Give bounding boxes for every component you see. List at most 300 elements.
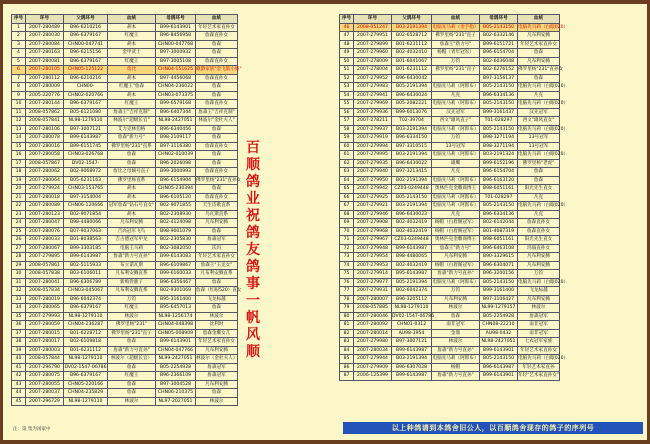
notice-ribbon: 以上种鸽请到本鸽舍旧公人，以百顺鸽舍现存的鸽子的序列号 bbox=[343, 422, 643, 434]
cell-sb: 奥林匹克金雕商博王 bbox=[432, 236, 480, 245]
cell-no: 14 bbox=[12, 134, 26, 143]
cell-sire: B96-6430042 bbox=[392, 74, 432, 83]
cell-sb: 凡布利安腾 bbox=[108, 219, 156, 228]
table-row bbox=[12, 304, 238, 313]
cell-db: 凡布利安腾 bbox=[518, 253, 560, 262]
cell-dam: AU98-0432 bbox=[480, 329, 518, 338]
cell-no: 70 bbox=[340, 227, 354, 236]
cell-dam: B05-2143150 bbox=[480, 23, 518, 32]
cell-db: 詹森王"玉龙女" bbox=[196, 261, 238, 270]
cell-db: 乌瓦斯直系 bbox=[196, 210, 238, 219]
cell-sb: 杨帽（白眉阁冠军） bbox=[432, 219, 480, 228]
cell-db: 詹森直孙女 bbox=[196, 32, 238, 41]
cell-sb: 汉先冠军 bbox=[432, 108, 480, 117]
col-ring: 环号 bbox=[26, 15, 64, 24]
cell-db: 西文"雄风直女" bbox=[518, 117, 560, 126]
cell-ring: 2008-057861 bbox=[26, 261, 64, 270]
left-page bbox=[3, 4, 325, 440]
cell-dam: CHN02-010039 bbox=[156, 151, 196, 160]
cell-ring: 2007-280059 bbox=[26, 321, 64, 330]
table-row bbox=[12, 244, 238, 253]
cell-no: 42 bbox=[12, 372, 26, 381]
cell-dam: B05-2143150 bbox=[480, 355, 518, 364]
cell-sb: 电脑先马莉（阿郎布） bbox=[432, 84, 479, 90]
cell-sire: B05-2191394 bbox=[392, 278, 432, 287]
cell-ring: 2007-279908 bbox=[354, 219, 392, 228]
table-row bbox=[340, 23, 560, 32]
cell-ring: 2008-057844 bbox=[26, 355, 64, 364]
cell-ring: 2007-280144 bbox=[26, 100, 64, 109]
table-row bbox=[340, 74, 560, 83]
cell-ring: 2007-279953 bbox=[354, 261, 392, 270]
table-row bbox=[12, 278, 238, 287]
table-row bbox=[340, 100, 560, 109]
cell-no: 8 bbox=[12, 83, 26, 92]
table-row bbox=[340, 83, 560, 92]
table-row bbox=[340, 304, 560, 313]
cell-no: 82 bbox=[340, 329, 354, 338]
cell-dam: B96-6407344 bbox=[156, 108, 196, 117]
cell-db: 凡布利安腾 bbox=[518, 261, 560, 270]
cell-sb: 詹森"新力号直孙" bbox=[108, 346, 156, 355]
cell-sire: NL98-1279110 bbox=[392, 304, 432, 313]
cell-sb: 电脑先马莉（阿郎布） bbox=[432, 177, 479, 183]
cell-sire: CHN06-120666 bbox=[64, 202, 108, 211]
cell-sb: 凡布利安腾直系 bbox=[108, 270, 156, 279]
cell-sire: B02-4032419 bbox=[392, 261, 432, 270]
cell-dam: B99-6152196 bbox=[480, 159, 518, 168]
cell-db: 凡克 bbox=[518, 210, 560, 219]
cell-sb: 林波尔 bbox=[432, 304, 480, 313]
cell-no: 10 bbox=[12, 100, 26, 109]
cell-sire: B96-6210216 bbox=[64, 74, 108, 83]
cell-ring: 2007-280076 bbox=[26, 227, 64, 236]
cell-no: 2 bbox=[12, 32, 26, 41]
cell-ring: 2007-279936 bbox=[354, 108, 392, 117]
cell-ring: 2007-279967 bbox=[354, 236, 392, 245]
cell-ring: 2007-280067 bbox=[26, 244, 64, 253]
cell-sire: CHN03-026768 bbox=[64, 151, 108, 160]
cell-ring: 2008-057867 bbox=[26, 159, 64, 168]
cell-db: 年轻"艺术家直孙女" bbox=[518, 373, 559, 379]
cell-no: 86 bbox=[340, 363, 354, 372]
cell-db: 凡克 bbox=[518, 91, 560, 100]
cell-ring: 2008-057862 bbox=[26, 108, 64, 117]
cell-no: 19 bbox=[12, 176, 26, 185]
cell-sire: B99-6143987 bbox=[392, 346, 432, 355]
cell-ring: 2007-280489 bbox=[26, 23, 64, 32]
cell-ring: 2007-280017 bbox=[26, 338, 64, 347]
cell-no: 80 bbox=[340, 312, 354, 321]
cell-sb: 吉高冠军飞鸟 bbox=[108, 227, 156, 236]
cell-no: 38 bbox=[12, 338, 26, 347]
cell-dam: B95-3161400 bbox=[156, 295, 196, 304]
cell-sire: B02-5115933 bbox=[64, 261, 108, 270]
cell-dam: CHN06-210375 bbox=[156, 389, 196, 398]
cell-sire: B02-6528712 bbox=[392, 32, 432, 41]
table-row bbox=[340, 278, 560, 287]
cell-no: 44 bbox=[12, 389, 26, 398]
col-sire: 父鸽环号 bbox=[64, 15, 108, 24]
cell-db: 凡布利安腾 bbox=[196, 380, 238, 389]
cell-no: 59 bbox=[340, 134, 354, 143]
cell-db: 年轻艺术家直孙女 bbox=[518, 40, 560, 49]
cell-no: 49 bbox=[340, 49, 354, 58]
cell-dam: B96-6304071 bbox=[480, 261, 518, 270]
cell-ring: 2008-057834 bbox=[26, 287, 64, 296]
table-row bbox=[340, 66, 560, 75]
cell-sb: 凡克 bbox=[432, 210, 480, 219]
cell-sire: B99-6143987 bbox=[64, 253, 108, 262]
cell-no: 39 bbox=[12, 346, 26, 355]
cell-ring: 2007-279941 bbox=[354, 91, 392, 100]
cell-dam: B96-6154704 bbox=[480, 49, 518, 58]
table-row bbox=[340, 151, 560, 160]
cell-dam: B02-6036048 bbox=[480, 57, 518, 66]
cell-sire: B03-2191394 bbox=[392, 125, 432, 134]
cell-no: 27 bbox=[12, 244, 26, 253]
cell-sire: B96-3205112 bbox=[392, 295, 432, 304]
cell-db: 詹森 bbox=[196, 389, 238, 398]
cell-ring: 2006-125399 bbox=[354, 372, 392, 381]
cell-sb: 万钧 bbox=[432, 287, 480, 296]
cell-db: 詹森王"吉祥克制" bbox=[196, 108, 238, 117]
cell-db: 詹森直孙女 bbox=[196, 74, 238, 83]
cell-no: 57 bbox=[340, 117, 354, 126]
cell-sire: NL98-1279110 bbox=[64, 355, 108, 364]
table-row bbox=[340, 168, 560, 177]
table-row bbox=[340, 338, 560, 347]
cell-no: 31 bbox=[12, 278, 26, 287]
table-row bbox=[340, 363, 560, 372]
cell-no: 76 bbox=[340, 278, 354, 287]
col-dam: 母鸽环号 bbox=[156, 15, 196, 24]
cell-ring: 2007-279931 bbox=[354, 287, 392, 296]
table-row bbox=[12, 389, 238, 398]
cell-sb: 凡布利安腾 bbox=[432, 253, 480, 262]
cell-sire: CZ03-0249448 bbox=[392, 236, 432, 245]
table-row bbox=[340, 32, 560, 41]
cell-sire: CHN03-045067 bbox=[64, 287, 108, 296]
cell-sire: B01-6041067 bbox=[392, 57, 432, 66]
cell-ring: 2007-280062 bbox=[26, 168, 64, 177]
cell-dam: B96-8456958 bbox=[156, 32, 196, 41]
table-row bbox=[12, 142, 238, 151]
cell-db: 佛罗里杨"231"直孙女 bbox=[518, 67, 564, 73]
cell-sire: CHN01-0312 bbox=[392, 321, 432, 330]
cell-no: 79 bbox=[340, 304, 354, 313]
cell-db: 詹森 bbox=[196, 49, 238, 58]
cell-sb: 电脑先马莉（阿郎布） bbox=[432, 356, 479, 362]
cell-no: 35 bbox=[12, 312, 26, 321]
cell-no: 58 bbox=[340, 125, 354, 134]
cell-sb: 詹森"新力号直孙" bbox=[108, 253, 156, 262]
cell-db: 沃玛 bbox=[196, 244, 238, 253]
cell-sb bbox=[432, 74, 480, 83]
right-page bbox=[325, 4, 647, 440]
cell-ring: 2007-279909 bbox=[354, 363, 392, 372]
table-row bbox=[12, 312, 238, 321]
table-row bbox=[12, 83, 238, 92]
cell-no: 77 bbox=[340, 287, 354, 296]
cell-db: 飞龙标越 bbox=[518, 287, 560, 296]
cell-sire: B01-6228712 bbox=[64, 329, 108, 338]
col-dam: 母鸽环号 bbox=[480, 15, 518, 24]
cell-sire: B03-2191394 bbox=[392, 202, 432, 211]
table-row bbox=[340, 321, 560, 330]
cell-sb: 万钧 bbox=[108, 295, 156, 304]
table-row bbox=[340, 261, 560, 270]
cell-dam: B96-2026098 bbox=[156, 159, 196, 168]
cell-ring: 2007-279944 bbox=[354, 355, 392, 364]
cell-dam: B02-9071855 bbox=[156, 202, 196, 211]
table-header-row bbox=[12, 15, 238, 24]
cell-sb: 詹森"新力号直孙" bbox=[432, 346, 480, 355]
cell-db: 詹森冠军 bbox=[196, 363, 238, 372]
cell-db: 13号冠军 bbox=[518, 142, 560, 151]
table-row bbox=[12, 32, 238, 41]
table-row bbox=[12, 363, 238, 372]
cell-dam: B99-6579168 bbox=[156, 100, 196, 109]
cell-dam: CHN08-22210 bbox=[480, 321, 518, 330]
cell-sb: 凡克 bbox=[432, 91, 480, 100]
cell-db: 詹森直孙女 bbox=[518, 219, 560, 228]
cell-db: 詹森直孙女 bbox=[196, 168, 238, 177]
table-row bbox=[340, 219, 560, 228]
cell-no: 81 bbox=[340, 321, 354, 330]
cell-ring: 2007-279993 bbox=[26, 312, 64, 321]
cell-ring: 2007-279995 bbox=[354, 151, 392, 160]
cell-sire: B05-6121080 bbox=[64, 108, 108, 117]
table-row bbox=[340, 355, 560, 364]
cell-dam: B99-3161400 bbox=[480, 287, 518, 296]
cell-sire: B05-2191394 bbox=[392, 83, 432, 92]
cell-no: 45 bbox=[12, 397, 26, 406]
cell-dam: B96-6334136 bbox=[480, 91, 518, 100]
cell-ring: 2007-280009 bbox=[26, 83, 64, 92]
cell-db: 詹森 bbox=[196, 278, 238, 287]
cell-sire: B02-4032410 bbox=[392, 49, 432, 58]
table-row bbox=[12, 380, 238, 389]
cell-db: 凡布利安腾 bbox=[196, 346, 238, 355]
cell-dam: B05-2254928 bbox=[480, 312, 518, 321]
cell-ring: 2007-279960 bbox=[354, 49, 392, 58]
table-row bbox=[12, 66, 238, 75]
cell-dam: B96-3200156 bbox=[480, 270, 518, 279]
cell-sire: B96-6379167 bbox=[64, 100, 108, 109]
cell-sb: 凡布利安腾直系 bbox=[108, 287, 156, 296]
cell-dam: NL98-1256174 bbox=[156, 312, 196, 321]
cell-sire: B02-6109818 bbox=[64, 338, 108, 347]
cell-ring: 2007-279914 bbox=[354, 270, 392, 279]
cell-sire: B96-6334150 bbox=[392, 134, 432, 143]
cell-dam: B02-3082050 bbox=[156, 244, 196, 253]
cell-sb: 佛罗里杨"231"直子 bbox=[432, 32, 480, 41]
cell-dam: B98-6051161 bbox=[480, 236, 518, 245]
cell-db: 林波尔 bbox=[196, 312, 238, 321]
table-row bbox=[340, 176, 560, 185]
table-row bbox=[12, 91, 238, 100]
cell-ring: 2007-280055 bbox=[26, 380, 64, 389]
cell-sb: 冠军詹森"钻石号直女" bbox=[108, 203, 155, 209]
cell-no: 33 bbox=[12, 295, 26, 304]
cell-db: 玛瑙直孙女 bbox=[518, 244, 560, 253]
cell-sb: 詹森 bbox=[108, 159, 156, 168]
cell-no: 21 bbox=[12, 193, 26, 202]
cell-no: 1 bbox=[12, 23, 26, 32]
cell-ring: 2007-280065 bbox=[26, 304, 64, 313]
cell-db: 詹森直孙女 bbox=[196, 193, 238, 202]
table-row bbox=[12, 57, 238, 66]
cell-ring: 2007-280092 bbox=[354, 321, 392, 330]
cell-dam: B99-6143901 bbox=[480, 372, 518, 381]
cell-no: 54 bbox=[340, 91, 354, 100]
cell-sire: CHN03-153765 bbox=[64, 185, 108, 194]
cell-sire: CHN02-020766 bbox=[64, 91, 108, 100]
cell-no: 40 bbox=[12, 355, 26, 364]
cell-no: 34 bbox=[12, 304, 26, 313]
cell-dam: B96-6109867 bbox=[156, 261, 196, 270]
cell-dam: B97-3004528 bbox=[156, 380, 196, 389]
cell-no: 7 bbox=[12, 74, 26, 83]
cell-ring: 2008-057841 bbox=[26, 117, 64, 126]
cell-sb: 佛罗里杨直系 bbox=[108, 176, 156, 185]
cell-sb: 詹森 bbox=[108, 363, 156, 372]
cell-no: 56 bbox=[340, 108, 354, 117]
cell-ring: 2007-279951 bbox=[354, 32, 392, 41]
table-row bbox=[12, 168, 238, 177]
cell-no: 6 bbox=[12, 66, 26, 75]
cell-sire: B99-6013076 bbox=[392, 108, 432, 117]
cell-sire: B96-6430022 bbox=[392, 159, 432, 168]
cell-sb: 胡本 bbox=[108, 210, 156, 219]
cell-db: 阳光先生直女 bbox=[518, 185, 560, 194]
cell-db: 詹森 bbox=[196, 40, 238, 49]
cell-no: 87 bbox=[340, 372, 354, 381]
cell-sb: 佛罗里杨"231"直子 bbox=[108, 329, 156, 338]
cell-sire: B03-6106011 bbox=[64, 270, 108, 279]
cell-sire: B97-3310515 bbox=[392, 142, 432, 151]
cell-sb: 林波尔 bbox=[108, 312, 156, 321]
cell-ring: 2007-280007 bbox=[354, 295, 392, 304]
cell-sire: CHN00-047741 bbox=[64, 40, 108, 49]
cell-no: 74 bbox=[340, 261, 354, 270]
cell-dam: CHN05-008909 bbox=[156, 329, 196, 338]
col-no: 序号 bbox=[340, 15, 354, 24]
cell-sb: 西文"雄风直子" bbox=[432, 117, 480, 126]
cell-db: 电脑先马莉（白眼020） bbox=[518, 203, 569, 209]
table-row bbox=[340, 117, 560, 126]
cell-sire: B99-3303185 bbox=[64, 244, 108, 253]
cell-sire: B01-6231112 bbox=[392, 66, 432, 75]
cell-sb: 林波尔 bbox=[432, 338, 480, 347]
cell-sb: 凡克 bbox=[432, 168, 480, 177]
cell-db: 林波尔 bbox=[196, 397, 238, 406]
cell-db: 年轻艺术家直孙女 bbox=[196, 23, 238, 32]
cell-db: 七农冠军家族 bbox=[518, 338, 560, 347]
cell-sb: 杨帽（白眉阁冠军） bbox=[432, 227, 480, 236]
cell-no: 75 bbox=[340, 270, 354, 279]
cell-no: 23 bbox=[12, 210, 26, 219]
cell-ring: 2007-279980 bbox=[354, 338, 392, 347]
cell-db: 比利时 bbox=[196, 321, 238, 330]
cell-dam: B99-6160033 bbox=[156, 270, 196, 279]
cell-sb: 吉古德冠军甲龙 bbox=[108, 236, 156, 245]
cell-dam: B02-6142044 bbox=[480, 219, 518, 228]
cell-dam: B98-3271194 bbox=[480, 142, 518, 151]
cell-sb: 电脑先马莉（阿郎布） bbox=[432, 126, 479, 132]
cell-db: 詹森 bbox=[196, 185, 238, 194]
cell-db: 佛罗里杨"231"直孙女 bbox=[196, 177, 242, 183]
cell-no: 26 bbox=[12, 236, 26, 245]
cell-no: 73 bbox=[340, 253, 354, 262]
table-header-row bbox=[340, 15, 560, 24]
cell-ring: 2007-280015 bbox=[26, 329, 64, 338]
table-row bbox=[12, 219, 238, 228]
cell-no: 65 bbox=[340, 185, 354, 194]
cell-ring: 2007-278211 bbox=[354, 117, 392, 126]
cell-sb: 佛罗里杨"231"直子 bbox=[432, 66, 480, 75]
cell-dam: B96-6463108 bbox=[480, 244, 518, 253]
cell-db: 万钧 bbox=[518, 270, 560, 279]
cell-dam: CHN04-048398 bbox=[156, 321, 196, 330]
cell-ring: 2007-280081 bbox=[26, 57, 64, 66]
cell-sire: CHN05-125122 bbox=[64, 66, 108, 75]
cell-no: 4 bbox=[12, 49, 26, 58]
cell-sb: 红魔王"詹森 bbox=[108, 83, 156, 92]
cell-sire: T02-39704 bbox=[392, 117, 432, 126]
cell-sire: B96-6306789 bbox=[64, 278, 108, 287]
cell-ring: 2007-280047 bbox=[26, 219, 64, 228]
cell-ring: 2007-279924 bbox=[26, 185, 64, 194]
cell-db: 詹森冠军 bbox=[196, 372, 238, 381]
col-dam-line: 血统 bbox=[196, 15, 238, 24]
cell-sire: B07-9037063 bbox=[64, 227, 108, 236]
cell-ring: 2007-279950 bbox=[354, 176, 392, 185]
cell-sb: 金甲武士 bbox=[108, 49, 156, 58]
cell-no: 85 bbox=[340, 355, 354, 364]
cell-dam: B99-6143901 bbox=[156, 338, 196, 347]
cell-sb: 林波尔 bbox=[108, 397, 156, 406]
cell-dam: B03-2191324 bbox=[480, 151, 518, 160]
cell-ring: 2007-280046 bbox=[354, 312, 392, 321]
cell-sb: 红魔王 bbox=[108, 100, 156, 109]
table-row bbox=[12, 49, 238, 58]
cell-no: 9 bbox=[12, 91, 26, 100]
cell-no: 78 bbox=[340, 295, 354, 304]
table-row bbox=[340, 142, 560, 151]
table-row bbox=[340, 193, 560, 202]
cell-sb: 杨帽 bbox=[432, 363, 480, 372]
cell-db: 天生诗歌直系 bbox=[196, 202, 238, 211]
cell-sb: 林波尔（超级长官） bbox=[108, 355, 156, 364]
cell-dam: B96-6154704 bbox=[480, 168, 518, 177]
cell-dam: B97-3116380 bbox=[156, 142, 196, 151]
cell-sb: 杨帽（青年冠军） bbox=[432, 49, 480, 58]
cell-db: 詹森 bbox=[196, 134, 238, 143]
cell-db: 南非冠军 bbox=[518, 329, 560, 338]
cell-dam: B02-2305830 bbox=[156, 236, 196, 245]
cell-no: 24 bbox=[12, 219, 26, 228]
cell-dam: NL98-2427051 bbox=[480, 338, 518, 347]
cell-no: 20 bbox=[12, 185, 26, 194]
cell-ring: 2007-280084 bbox=[26, 40, 64, 49]
cell-dam: B96-6154904 bbox=[156, 176, 196, 185]
cell-ring: 2007-278009 bbox=[354, 57, 392, 66]
cell-sire: B01-6231112 bbox=[392, 40, 432, 49]
cell-sb: 电脑王马莉 bbox=[108, 244, 156, 253]
cell-no: 37 bbox=[12, 329, 26, 338]
